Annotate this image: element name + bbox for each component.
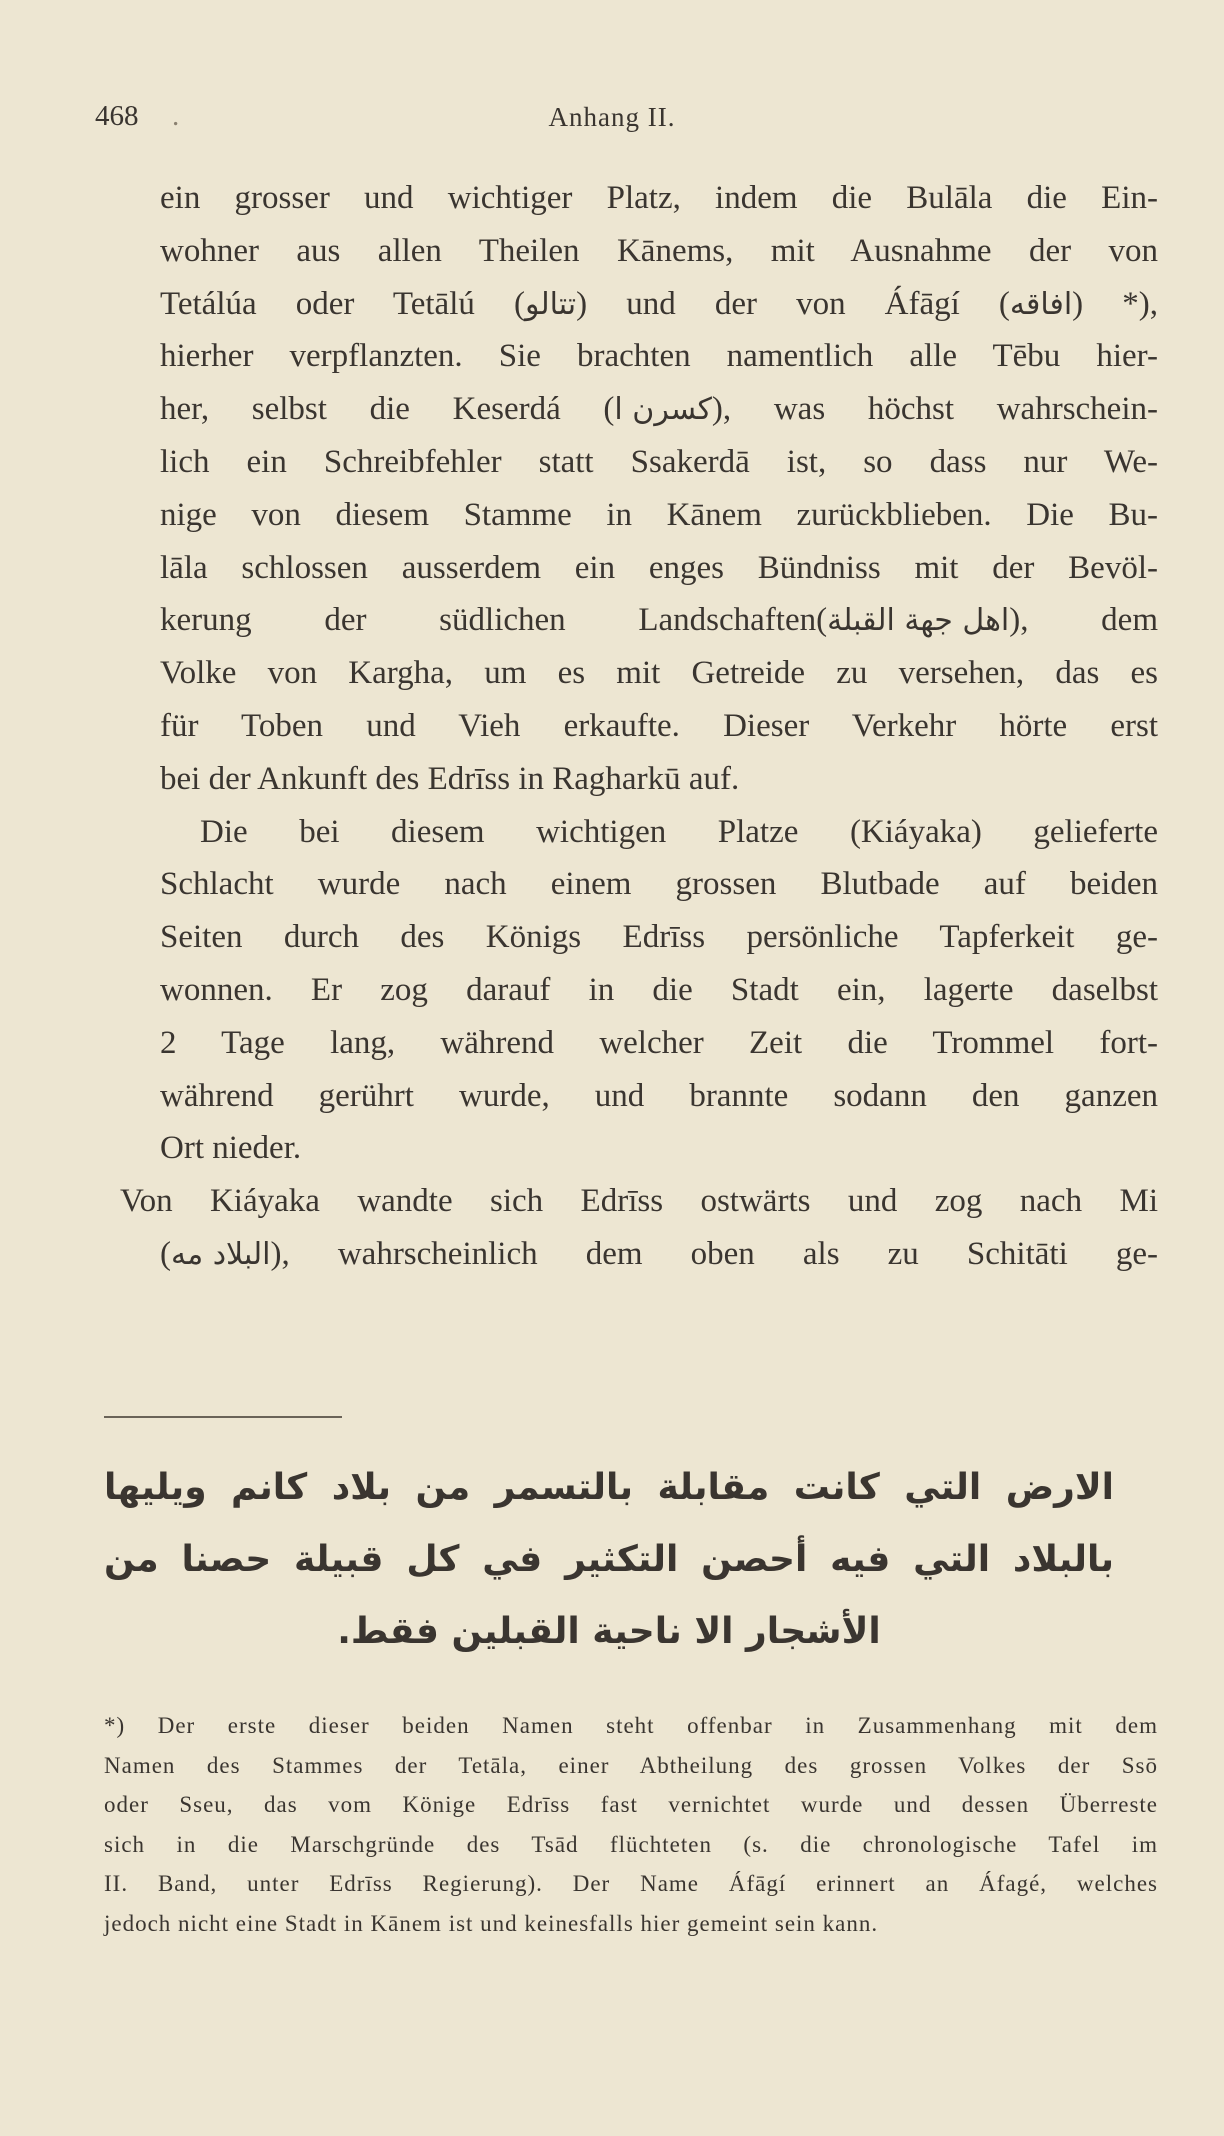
line-text: hierher verpflanzten. Sie brachten namentlich alle Tēbu hier- (160, 338, 1158, 375)
text-line (160, 1122, 1158, 1175)
line-text: ein grosser und wichtiger Platz, indem die Bulāla die Ein- (160, 180, 1158, 216)
arabic-line: بالبلاد التي فيه أحصن التكثير في كل قبيلة حصنا من (104, 1539, 1114, 1580)
line-text: ), was höchst wahrschein- (711, 391, 1158, 428)
arabic-quotation (104, 1452, 1114, 1668)
text-line (160, 1070, 1158, 1123)
line-text: während gerührt wurde, und brannte sodann den ganzen (160, 1077, 1158, 1114)
text-line (160, 700, 1158, 753)
text-line (160, 172, 1158, 225)
line-text: Die bei diesem wichtigen Platze (Kiáyaka) gelieferte (200, 813, 1158, 850)
line-text: Schlacht wurde nach einem grossen Blutbade auf beiden (160, 866, 1158, 903)
text-line (160, 542, 1158, 595)
text-line (160, 647, 1158, 700)
arabic-name: البلاد مه (171, 1236, 271, 1272)
footnote-line: Namen des Stammes der Tetāla, einer Abtheilung des grossen Volkes der Ssō (104, 1752, 1158, 1778)
text-line (160, 436, 1158, 489)
arabic-name: افاقه (1009, 286, 1073, 322)
line-text: wonnen. Er zog darauf in die Stadt ein, lagerte daselbst (160, 971, 1158, 1008)
line-text: 2 Tage lang, während welcher Zeit die Trommel fort- (160, 1024, 1158, 1061)
footnote-line: sich in die Marschgründe des Tsād flüchteten (s. die chronologische Tafel im (104, 1831, 1158, 1857)
text-line (160, 278, 1158, 331)
footnote-rule (104, 1416, 342, 1418)
arabic-line: الارض التي كانت مقابلة بالتسمر من بلاد كانم ويليها (104, 1467, 1114, 1508)
text-line (160, 806, 1158, 859)
line-text: ) und der von Áfāgí ( (576, 285, 1010, 322)
text-line (160, 330, 1158, 383)
line-text: ), dem (1009, 602, 1158, 639)
line-text: lich ein Schreibfehler statt Ssakerdā ist, so dass nur We- (160, 443, 1158, 480)
line-text: Tetálúa oder Tetālú ( (160, 285, 525, 322)
text-line (160, 1017, 1158, 1070)
line-text: Von Kiáyaka wandte sich Edrīss ostwärts und zog nach Mi (120, 1183, 1158, 1220)
line-text: Volke von Kargha, um es mit Getreide zu versehen, das es (160, 655, 1158, 692)
footnote-line: II. Band, unter Edrīss Regierung). Der Name Áfāgí erinnert an Áfagé, welches (104, 1871, 1158, 1896)
footnote-line: oder Sseu, das vom Könige Edrīss fast vernichtet wurde und dessen Überreste (104, 1792, 1158, 1817)
line-text: für Toben und Vieh erkaufte. Dieser Verkehr hörte erst (160, 707, 1158, 744)
text-line (120, 1175, 1158, 1228)
line-text: nige von diesem Stamme in Kānem zurückblieben. Die Bu- (160, 496, 1158, 533)
text-line (160, 964, 1158, 1017)
arabic-name: تتالو (524, 286, 577, 322)
footnote-line: *) Der erste dieser beiden Namen steht offenbar in Zusammenhang mit dem (104, 1713, 1158, 1738)
text-line (160, 753, 1158, 806)
running-head: Anhang II. (548, 102, 676, 132)
body-text (120, 172, 1158, 1281)
text-line (160, 911, 1158, 964)
line-text: ) *), (1072, 285, 1158, 322)
line-text: Seiten durch des Königs Edrīss persönliche Tapferkeit ge- (160, 919, 1158, 956)
arabic-line: الأشجار الا ناحية القبلين فقط. (337, 1611, 881, 1652)
line-text: her, selbst die Keserdá ( (160, 391, 615, 428)
text-line (160, 383, 1158, 436)
line-text: kerung der südlichen Landschaften( (160, 602, 828, 639)
arabic-name: كسرن ا (614, 392, 712, 428)
line-text: lāla schlossen ausserdem ein enges Bündniss mit der Bevöl- (160, 549, 1158, 586)
arabic-name: اهل جهة القبلة (827, 603, 1010, 639)
line-text: ( (160, 1235, 171, 1272)
line-text: Ort nieder. (160, 1130, 302, 1167)
text-line (160, 225, 1158, 278)
text-line (160, 1228, 1158, 1281)
line-text: ), wahrscheinlich dem oben als zu Schitāti ge- (270, 1235, 1158, 1272)
footnote-line: jedoch nicht eine Stadt in Kānem ist und keinesfalls hier gemeint sein kann. (104, 1910, 879, 1936)
line-text: bei der Ankunft des Edrīss in Ragharkū auf. (160, 760, 740, 797)
footnotes (104, 1706, 1158, 1943)
text-line (160, 594, 1158, 647)
header-dot: . (172, 100, 180, 132)
text-line (160, 489, 1158, 542)
page-number: 468 (95, 100, 139, 132)
text-line (160, 858, 1158, 911)
line-text: wohner aus allen Theilen Kānems, mit Ausnahme der von (160, 232, 1158, 269)
page-header (0, 100, 1224, 140)
